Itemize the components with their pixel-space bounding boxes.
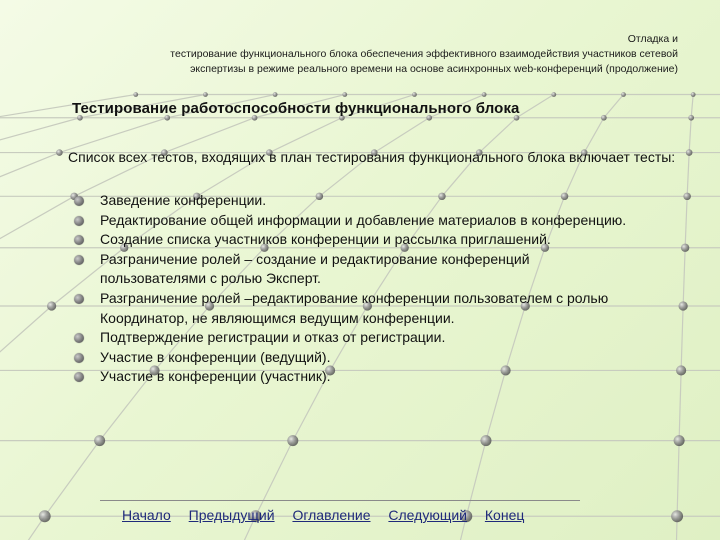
bullet-icon: [74, 255, 84, 265]
header-line: экспертизы в режиме реального времени на основе асинхронных web-конференций (продолжение): [190, 63, 678, 75]
bullet-icon: [74, 235, 84, 245]
intro-text: Список всех тестов, входящих в план тестирования функционального блока включает тесты:: [68, 149, 676, 165]
test-item-text: Участие в конференции (ведущий).: [100, 348, 331, 365]
bullet-icon: [74, 294, 84, 304]
test-item-text: Редактирование общей информации и добавление материалов в конференцию.: [100, 211, 627, 228]
nav-prev-link[interactable]: Предыдущий: [188, 507, 275, 523]
bullet-icon: [74, 216, 84, 226]
test-item-text: Разграничение ролей – создание и редактирование конференций пользователями с ролью Эксперт.: [100, 250, 530, 287]
test-item: [72, 348, 632, 368]
test-item: [72, 250, 632, 289]
bullet-icon: [74, 333, 84, 343]
section-title: Тестирование работоспособности функционального блока: [72, 100, 520, 117]
navigation-bar: [122, 507, 524, 523]
test-item: [72, 328, 632, 348]
bullet-icon: [74, 353, 84, 363]
test-item: [72, 191, 632, 211]
nav-end-link[interactable]: Конец: [484, 507, 525, 523]
test-item-text: Подтверждение регистрации и отказ от регистрации.: [100, 329, 446, 346]
nav-next-link[interactable]: Следующий: [388, 507, 467, 523]
test-item: [72, 230, 632, 250]
header-line: Отладка и: [627, 33, 678, 45]
test-item-text: Участие в конференции (участник).: [100, 368, 331, 385]
test-item-text: Создание списка участников конференции и рассылка приглашений.: [100, 231, 551, 248]
test-item: [72, 367, 632, 387]
test-item-text: Заведение конференции.: [100, 192, 267, 208]
slide-header: [58, 32, 678, 77]
test-list: [72, 191, 632, 387]
header-line: тестирование функционального блока обеспечения эффективного взаимодействия участников сетевой: [170, 48, 678, 60]
test-item-text: Разграничение ролей –редактирование конференции пользователем с ролью Координатор, не являющимся ведущим конференции.: [100, 289, 609, 326]
bullet-icon: [74, 196, 84, 206]
test-item: [72, 211, 632, 231]
test-item: [72, 289, 632, 328]
nav-toc-link[interactable]: Оглавление: [292, 507, 371, 523]
footer-divider: [100, 500, 580, 501]
bullet-icon: [74, 372, 84, 382]
nav-start-link[interactable]: Начало: [122, 507, 171, 523]
